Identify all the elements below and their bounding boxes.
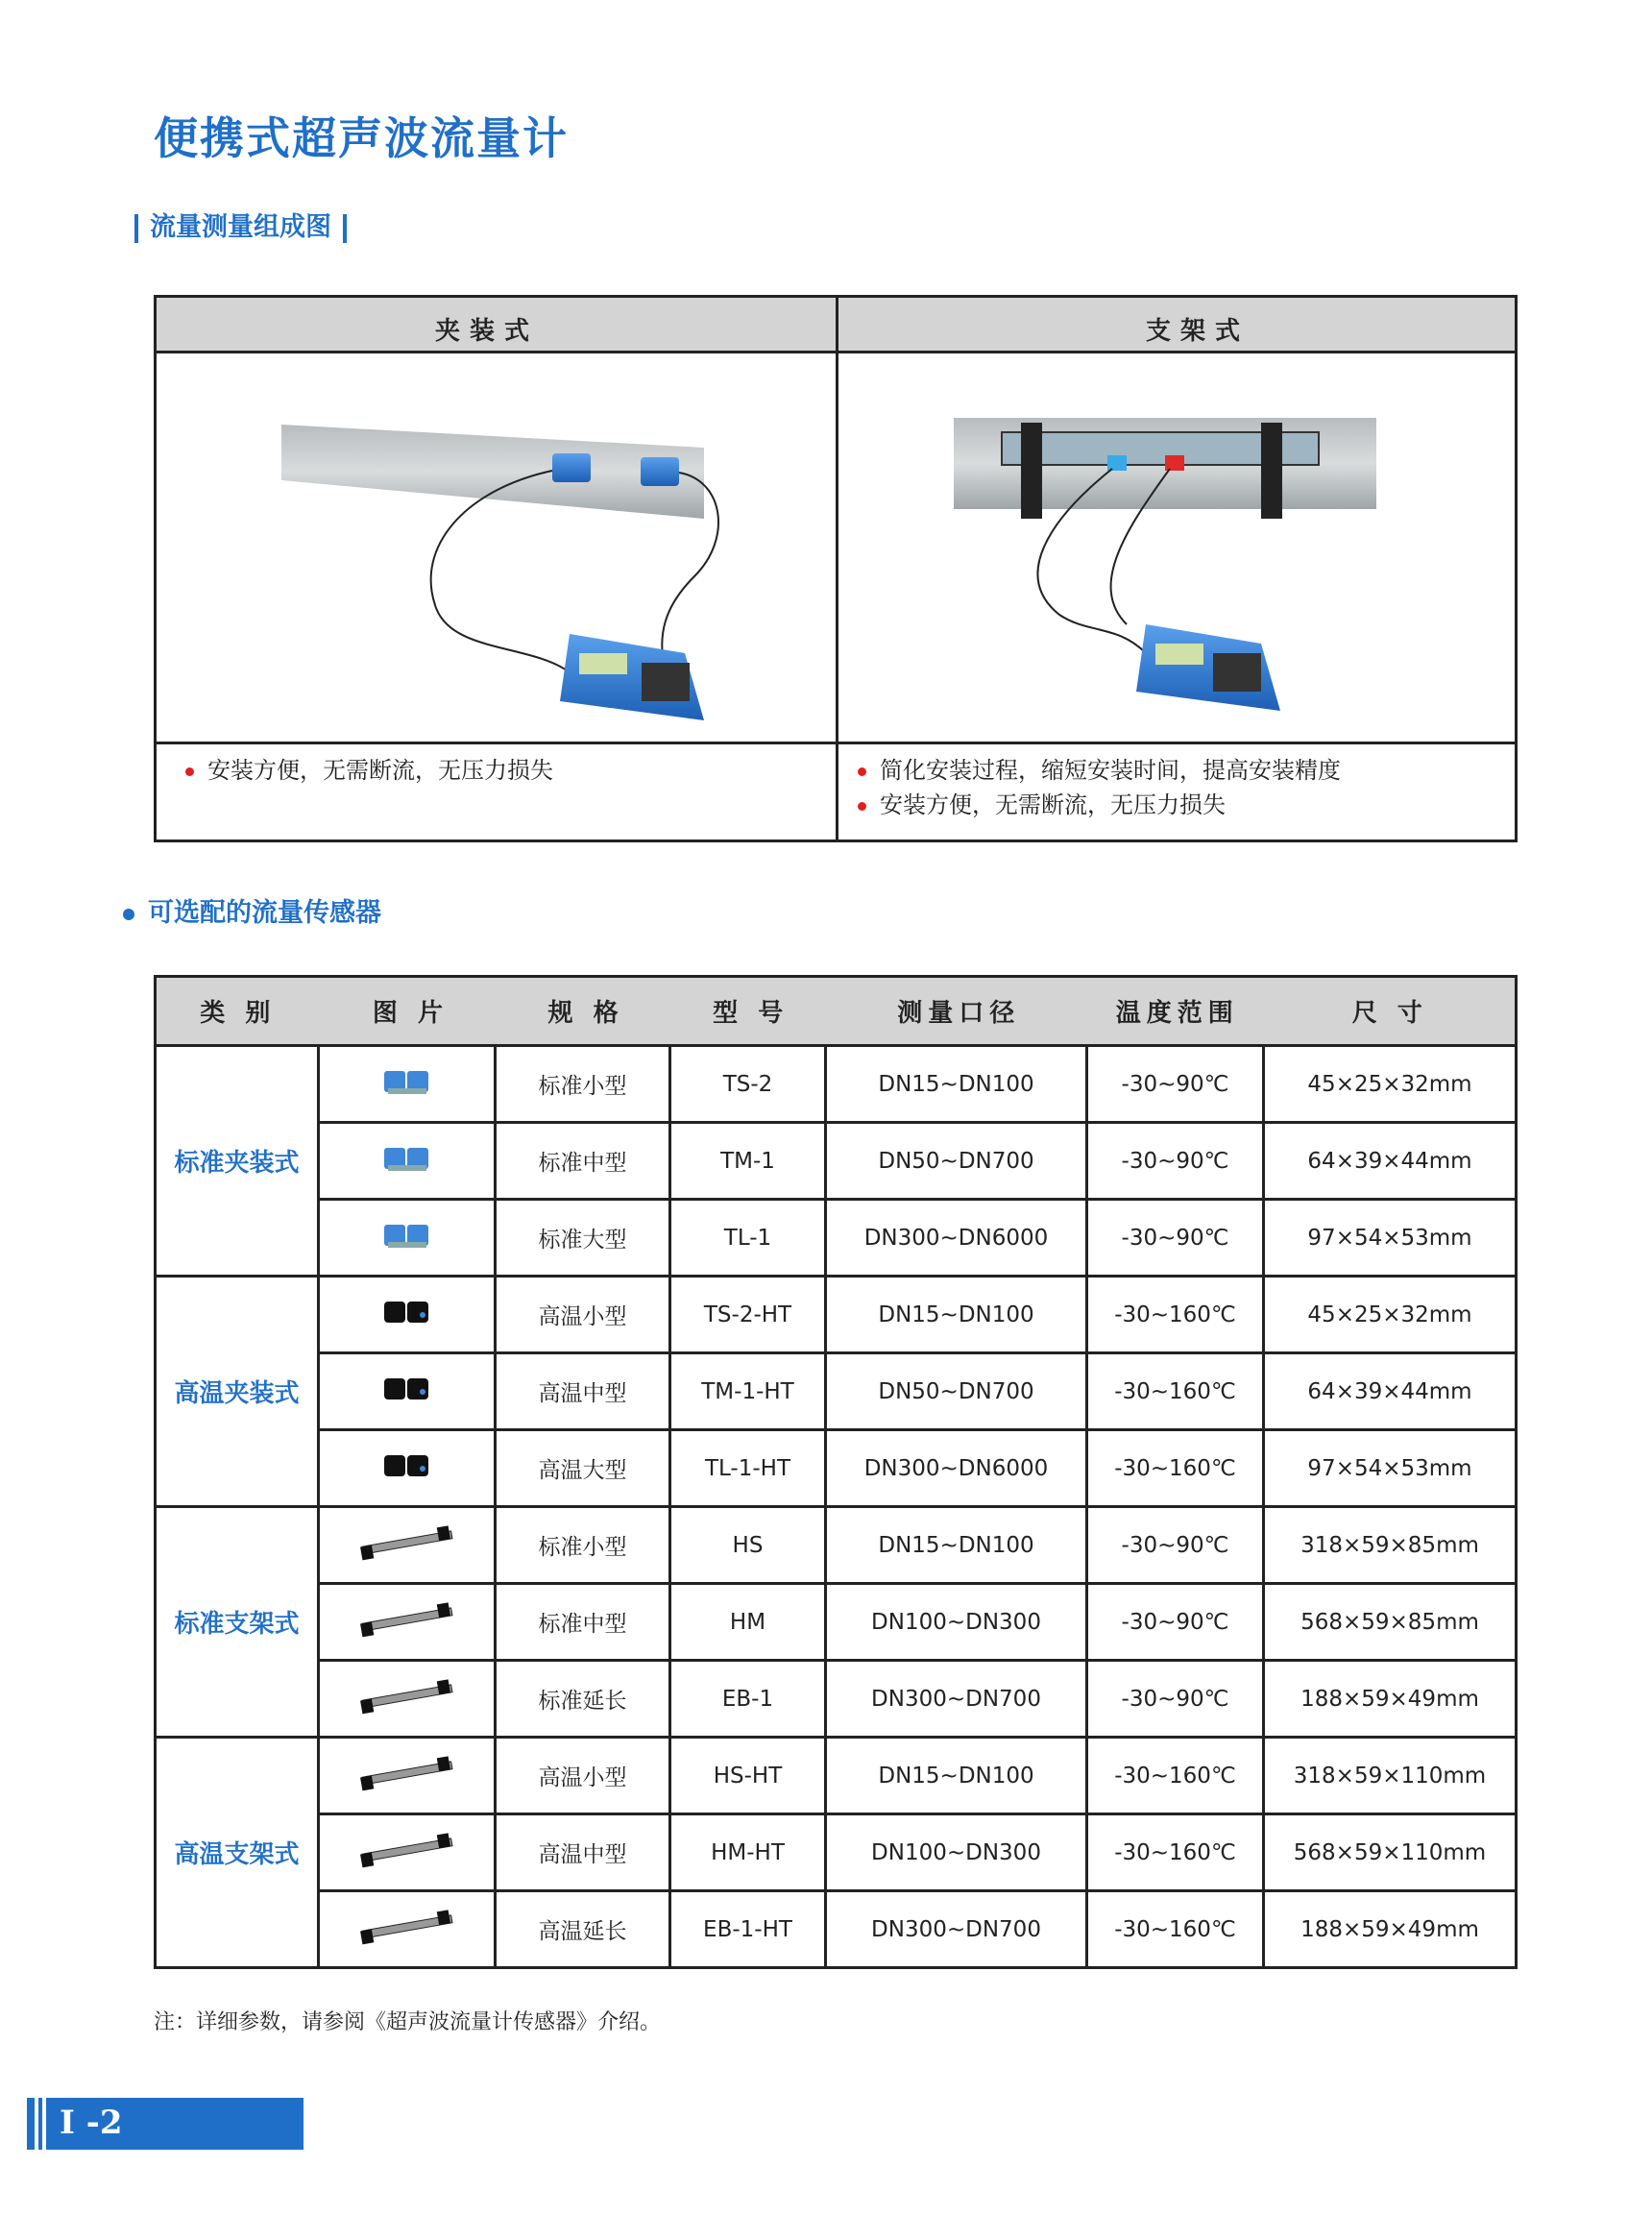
spec-cell: 高温延长	[497, 1892, 671, 1966]
spec-cell: 高温中型	[497, 1815, 671, 1889]
diameter-cell: DN15~DN100	[827, 1278, 1088, 1351]
model-cell: TS-2	[671, 1047, 827, 1121]
diameter-cell: DN300~DN700	[827, 1892, 1088, 1966]
clamp-type-header: 夹装式	[435, 317, 540, 346]
section-heading-composition: 流量测量组成图	[123, 206, 358, 243]
clamp-features	[185, 753, 553, 788]
spec-cell: 标准中型	[497, 1124, 671, 1198]
sensor-picture	[320, 1585, 497, 1659]
temperature-cell: -30~90℃	[1088, 1047, 1265, 1121]
temperature-cell: -30~90℃	[1088, 1124, 1265, 1198]
diameter-cell: DN15~DN100	[827, 1739, 1088, 1813]
bracket-feature-item: 安装方便，无需断流，无压力损失	[858, 788, 1341, 822]
bracket-installation-illustration	[954, 365, 1396, 730]
sensor-table	[154, 975, 1518, 1969]
size-cell: 568×59×110mm	[1293, 1839, 1487, 1865]
sensor-picture	[320, 1662, 497, 1736]
header-category: 类 别	[157, 978, 323, 1044]
black-clamp-sensor-icon	[380, 1371, 434, 1413]
table-row	[320, 1662, 1515, 1736]
temperature-cell: -30~160℃	[1088, 1354, 1265, 1428]
sensor-group	[157, 1047, 1515, 1278]
model-cell: TL-1	[671, 1201, 827, 1275]
size-cell: 568×59×85mm	[1300, 1609, 1479, 1635]
blue-clamp-sensor-icon	[380, 1140, 434, 1182]
size-cell: 64×39×44mm	[1307, 1148, 1472, 1174]
size-cell: 64×39×44mm	[1307, 1378, 1472, 1404]
diameter-cell: DN50~DN700	[827, 1354, 1088, 1428]
page-number-tab	[27, 2098, 304, 2150]
model-cell: HM	[671, 1585, 827, 1659]
size-cell: 188×59×49mm	[1300, 1916, 1479, 1942]
table-row	[320, 1201, 1515, 1275]
model-cell: HS	[671, 1508, 827, 1582]
header-temperature: 温度范围	[1115, 999, 1239, 1028]
diameter-cell: DN100~DN300	[827, 1585, 1088, 1659]
clamp-feature-item: 安装方便，无需断流，无压力损失	[185, 753, 553, 788]
spec-cell: 高温大型	[497, 1431, 671, 1505]
table-row	[320, 1585, 1515, 1662]
rail-bracket-icon	[354, 1754, 460, 1798]
sensor-picture	[320, 1047, 497, 1121]
bracket-type-header: 支架式	[1146, 317, 1251, 346]
table-row	[320, 1278, 1515, 1354]
rail-bracket-icon	[354, 1523, 460, 1568]
temperature-cell: -30~90℃	[1088, 1662, 1265, 1736]
model-cell: HS-HT	[671, 1739, 827, 1813]
header-spec: 规 格	[547, 999, 624, 1028]
temperature-cell: -30~160℃	[1088, 1892, 1265, 1966]
sensor-picture	[320, 1124, 497, 1198]
model-cell: TM-1	[671, 1124, 827, 1198]
model-cell: HM-HT	[671, 1815, 827, 1889]
diameter-cell: DN300~DN700	[827, 1662, 1088, 1736]
size-cell: 97×54×53mm	[1307, 1455, 1472, 1481]
black-clamp-sensor-icon	[380, 1294, 434, 1336]
diameter-cell: DN15~DN100	[827, 1047, 1088, 1121]
blue-clamp-sensor-icon	[380, 1217, 434, 1259]
model-cell: EB-1-HT	[671, 1892, 827, 1966]
spec-cell: 标准小型	[497, 1047, 671, 1121]
sensor-picture	[320, 1354, 497, 1428]
table-row	[320, 1354, 1515, 1431]
footnote: 注：详细参数，请参阅《超声波流量计传感器》介绍。	[154, 2010, 662, 2034]
sensor-picture	[320, 1892, 497, 1966]
rail-bracket-icon	[354, 1831, 460, 1875]
table-row	[320, 1739, 1515, 1815]
temperature-cell: -30~160℃	[1088, 1739, 1265, 1813]
diameter-cell: DN50~DN700	[827, 1124, 1088, 1198]
header-diameter: 测量口径	[897, 999, 1021, 1028]
size-cell: 318×59×85mm	[1300, 1532, 1479, 1558]
spec-cell: 标准小型	[497, 1508, 671, 1582]
header-size: 尺 寸	[1351, 999, 1428, 1028]
header-model: 型 号	[713, 999, 790, 1028]
model-cell: EB-1	[671, 1662, 827, 1736]
sensor-table-header	[157, 978, 1515, 1047]
sensor-picture	[320, 1278, 497, 1351]
table-row	[320, 1124, 1515, 1201]
section-heading-sensors: 可选配的流量传感器	[123, 891, 381, 929]
table-row	[320, 1508, 1515, 1585]
spec-cell: 标准延长	[497, 1662, 671, 1736]
temperature-cell: -30~90℃	[1088, 1508, 1265, 1582]
rail-bracket-icon	[354, 1677, 460, 1721]
spec-cell: 高温小型	[497, 1739, 671, 1813]
page-number: I -2	[60, 2104, 123, 2142]
sensor-group	[157, 1508, 1515, 1739]
size-cell: 45×25×32mm	[1307, 1071, 1472, 1097]
temperature-cell: -30~160℃	[1088, 1815, 1265, 1889]
bracket-features	[858, 753, 1341, 822]
table-row	[320, 1047, 1515, 1124]
size-cell: 318×59×110mm	[1293, 1763, 1487, 1789]
temperature-cell: -30~160℃	[1088, 1431, 1265, 1505]
spec-cell: 高温中型	[497, 1354, 671, 1428]
sensor-table-body	[157, 1047, 1515, 1966]
sensor-picture	[320, 1431, 497, 1505]
sensor-group-name: 高温夹装式	[157, 1278, 320, 1505]
black-clamp-sensor-icon	[380, 1448, 434, 1490]
diameter-cell: DN15~DN100	[827, 1508, 1088, 1582]
model-cell: TS-2-HT	[671, 1278, 827, 1351]
rail-bracket-icon	[354, 1600, 460, 1644]
sensor-picture	[320, 1508, 497, 1582]
sensor-picture	[320, 1815, 497, 1889]
spec-cell: 高温小型	[497, 1278, 671, 1351]
temperature-cell: -30~160℃	[1088, 1278, 1265, 1351]
sensor-group-name: 标准夹装式	[157, 1047, 320, 1275]
rail-bracket-icon	[354, 1908, 460, 1952]
diameter-cell: DN100~DN300	[827, 1815, 1088, 1889]
table-row	[320, 1892, 1515, 1966]
table-row	[320, 1815, 1515, 1892]
page-title: 便携式超声波流量计	[154, 112, 569, 164]
blue-clamp-sensor-icon	[380, 1063, 434, 1106]
sensor-group	[157, 1278, 1515, 1508]
spec-cell: 标准中型	[497, 1585, 671, 1659]
spec-cell: 标准大型	[497, 1201, 671, 1275]
diameter-cell: DN300~DN6000	[827, 1201, 1088, 1275]
model-cell: TM-1-HT	[671, 1354, 827, 1428]
size-cell: 97×54×53mm	[1307, 1225, 1472, 1251]
sensor-picture	[320, 1739, 497, 1813]
diameter-cell: DN300~DN6000	[827, 1431, 1088, 1505]
size-cell: 45×25×32mm	[1307, 1302, 1472, 1327]
model-cell: TL-1-HT	[671, 1431, 827, 1505]
bracket-feature-item: 简化安装过程，缩短安装时间，提高安装精度	[858, 753, 1341, 788]
sensor-group-name: 标准支架式	[157, 1508, 320, 1736]
header-picture: 图 片	[372, 999, 449, 1028]
clamp-on-installation-illustration	[272, 365, 733, 730]
temperature-cell: -30~90℃	[1088, 1585, 1265, 1659]
sensor-group	[157, 1739, 1515, 1966]
temperature-cell: -30~90℃	[1088, 1201, 1265, 1275]
sensor-group-name: 高温支架式	[157, 1739, 320, 1966]
size-cell: 188×59×49mm	[1300, 1686, 1479, 1712]
install-table	[154, 295, 1518, 842]
sensor-picture	[320, 1201, 497, 1275]
table-row	[320, 1431, 1515, 1505]
